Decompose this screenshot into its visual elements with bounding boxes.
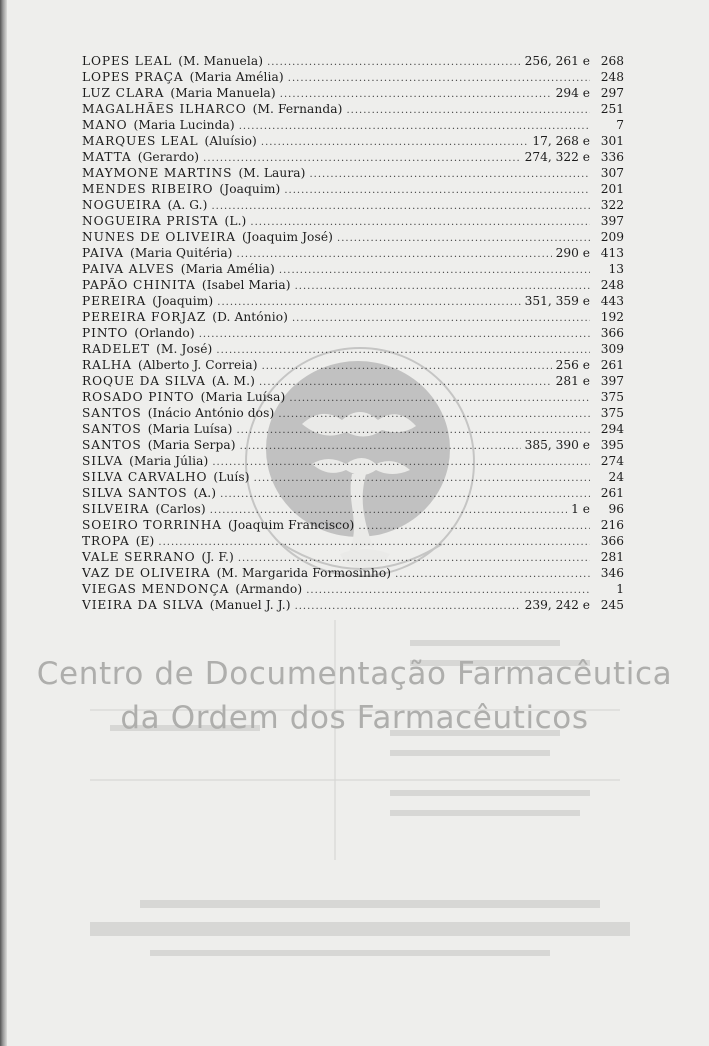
dot-leader bbox=[237, 247, 552, 263]
entry-given-name: (Maria Quitéria) bbox=[129, 246, 233, 260]
index-entry bbox=[82, 373, 624, 389]
entry-pages: 351, 359 e bbox=[524, 294, 590, 308]
entry-page-number: 336 bbox=[600, 150, 624, 164]
dot-leader bbox=[262, 359, 552, 375]
entry-given-name: (Isabel Maria) bbox=[201, 278, 291, 292]
entry-surname: SILVA bbox=[82, 454, 124, 468]
entry-page-number: 268 bbox=[600, 54, 624, 68]
entry-given-name: (Maria Luísa) bbox=[147, 422, 233, 436]
dot-leader bbox=[212, 199, 591, 215]
entry-given-name: (J. F.) bbox=[201, 550, 234, 564]
entry-pages: 294 e bbox=[555, 86, 590, 100]
entry-given-name: (L.) bbox=[224, 214, 247, 228]
entry-surname: SOEIRO TORRINHA bbox=[82, 518, 222, 532]
entry-given-name: (Maria Manuela) bbox=[170, 86, 276, 100]
entry-given-name: (Gerardo) bbox=[137, 150, 200, 164]
entry-surname: VALE SERRANO bbox=[82, 550, 196, 564]
dot-leader bbox=[337, 231, 590, 247]
index-entry bbox=[82, 533, 624, 549]
entry-page-number: 192 bbox=[600, 310, 624, 324]
entry-page-number: 248 bbox=[600, 70, 624, 84]
entry-given-name: (D. António) bbox=[212, 310, 288, 324]
entry-page-number: 395 bbox=[600, 438, 624, 452]
index-entry bbox=[82, 357, 624, 373]
entry-surname: MAGALHÃES ILHARCO bbox=[82, 102, 247, 116]
entry-surname: PAIVA bbox=[82, 246, 124, 260]
entry-surname: MAYMONE MARTINS bbox=[82, 166, 233, 180]
entry-given-name: (Inácio António dos) bbox=[147, 406, 275, 420]
entry-surname: NOGUEIRA bbox=[82, 198, 162, 212]
entry-page-number: 366 bbox=[600, 326, 624, 340]
dot-leader bbox=[259, 375, 552, 391]
dot-leader bbox=[288, 71, 590, 87]
dot-leader bbox=[220, 487, 590, 503]
watermark-title-line-2: da Ordem dos Farmacêuticos bbox=[120, 700, 589, 736]
index-entry bbox=[82, 53, 624, 69]
index-entry bbox=[82, 517, 624, 533]
entry-given-name: (Maria Amélia) bbox=[189, 70, 284, 84]
entry-given-name: (Manuel J. J.) bbox=[209, 598, 291, 612]
index-entry bbox=[82, 181, 624, 197]
entry-given-name: (Aluísio) bbox=[204, 134, 257, 148]
entry-surname: PAIVA ALVES bbox=[82, 262, 175, 276]
entry-surname: PEREIRA FORJAZ bbox=[82, 310, 207, 324]
entry-page-number: 301 bbox=[600, 134, 624, 148]
entry-surname: NOGUEIRA PRISTA bbox=[82, 214, 219, 228]
entry-given-name: (Maria Serpa) bbox=[147, 438, 236, 452]
index-entry bbox=[82, 277, 624, 293]
entry-surname: VIEIRA DA SILVA bbox=[82, 598, 204, 612]
index-entry bbox=[82, 165, 624, 181]
entry-given-name: (M. Margarida Formosinho) bbox=[216, 566, 392, 580]
entry-surname: SILVA CARVALHO bbox=[82, 470, 208, 484]
entry-page-number: 209 bbox=[600, 230, 624, 244]
entry-given-name: (Joaquim José) bbox=[241, 230, 334, 244]
entry-page-number: 216 bbox=[600, 518, 624, 532]
entry-pages: 281 e bbox=[555, 374, 590, 388]
index-entry bbox=[82, 549, 624, 565]
entry-page-number: 201 bbox=[600, 182, 624, 196]
entry-pages: 290 e bbox=[555, 246, 590, 260]
dot-leader bbox=[309, 167, 590, 183]
entry-page-number: 1 bbox=[616, 582, 624, 596]
index-entry bbox=[82, 229, 624, 245]
entry-surname: MANO bbox=[82, 118, 128, 132]
entry-given-name: (M. Manuela) bbox=[178, 54, 264, 68]
entry-surname: SANTOS bbox=[82, 438, 142, 452]
index-entry bbox=[82, 389, 624, 405]
index-entry bbox=[82, 101, 624, 117]
entry-given-name: (Alberto J. Correia) bbox=[138, 358, 258, 372]
entry-given-name: (M. José) bbox=[156, 342, 213, 356]
entry-given-name: (Luís) bbox=[213, 470, 250, 484]
index-entry bbox=[82, 69, 624, 85]
entry-given-name: (M. Fernanda) bbox=[252, 102, 343, 116]
entry-surname: SILVEIRA bbox=[82, 502, 150, 516]
watermark-title-line-1: Centro de Documentação Farmacêutica bbox=[36, 656, 673, 692]
entry-surname: PINTO bbox=[82, 326, 129, 340]
entry-given-name: (Joaquim Francisco) bbox=[227, 518, 355, 532]
entry-surname: MENDES RIBEIRO bbox=[82, 182, 214, 196]
index-entry bbox=[82, 421, 624, 437]
author-index-list bbox=[82, 53, 624, 613]
dot-leader bbox=[279, 263, 590, 279]
index-entry bbox=[82, 117, 624, 133]
entry-given-name: (Joaquim) bbox=[152, 294, 214, 308]
dot-leader bbox=[240, 439, 521, 455]
index-entry bbox=[82, 309, 624, 325]
entry-given-name: (A. G.) bbox=[167, 198, 208, 212]
entry-page-number: 366 bbox=[600, 534, 624, 548]
entry-given-name: (Maria Júlia) bbox=[129, 454, 209, 468]
entry-page-number: 309 bbox=[600, 342, 624, 356]
entry-pages: 239, 242 e bbox=[524, 598, 590, 612]
entry-page-number: 294 bbox=[600, 422, 624, 436]
index-entry bbox=[82, 469, 624, 485]
index-entry bbox=[82, 293, 624, 309]
index-entry bbox=[82, 85, 624, 101]
entry-given-name: (Armando) bbox=[235, 582, 303, 596]
entry-surname: VIEGAS MENDONÇA bbox=[82, 582, 230, 596]
entry-page-number: 245 bbox=[600, 598, 624, 612]
entry-given-name: (M. Laura) bbox=[238, 166, 306, 180]
entry-surname: LOPES LEAL bbox=[82, 54, 173, 68]
entry-page-number: 375 bbox=[600, 406, 624, 420]
index-entry bbox=[82, 565, 624, 581]
entry-page-number: 24 bbox=[608, 470, 624, 484]
dot-leader bbox=[199, 327, 590, 343]
entry-page-number: 96 bbox=[608, 502, 624, 516]
entry-surname: RALHA bbox=[82, 358, 133, 372]
entry-page-number: 443 bbox=[600, 294, 624, 308]
index-entry bbox=[82, 501, 624, 517]
entry-page-number: 346 bbox=[600, 566, 624, 580]
entry-surname: SILVA SANTOS bbox=[82, 486, 188, 500]
dot-leader bbox=[289, 391, 590, 407]
entry-surname: LUZ CLARA bbox=[82, 86, 165, 100]
entry-page-number: 281 bbox=[600, 550, 624, 564]
entry-given-name: (A.) bbox=[193, 486, 217, 500]
index-entry bbox=[82, 245, 624, 261]
entry-pages: 274, 322 e bbox=[524, 150, 590, 164]
entry-page-number: 261 bbox=[600, 486, 624, 500]
index-entry bbox=[82, 581, 624, 597]
index-entry bbox=[82, 133, 624, 149]
entry-given-name: (Maria Amélia) bbox=[180, 262, 275, 276]
dot-leader bbox=[284, 183, 590, 199]
dot-leader bbox=[261, 135, 529, 151]
dot-leader bbox=[395, 567, 590, 583]
entry-page-number: 7 bbox=[616, 118, 624, 132]
dot-leader bbox=[216, 343, 590, 359]
entry-page-number: 248 bbox=[600, 278, 624, 292]
index-entry bbox=[82, 261, 624, 277]
entry-page-number: 397 bbox=[600, 214, 624, 228]
entry-surname: ROSADO PINTO bbox=[82, 390, 195, 404]
index-entry bbox=[82, 405, 624, 421]
dot-leader bbox=[347, 103, 591, 119]
entry-surname: SANTOS bbox=[82, 406, 142, 420]
entry-surname: ROQUE DA SILVA bbox=[82, 374, 206, 388]
entry-surname: NUNES DE OLIVEIRA bbox=[82, 230, 236, 244]
entry-surname: RADELET bbox=[82, 342, 151, 356]
entry-pages: 256 e bbox=[555, 358, 590, 372]
entry-given-name: (Carlos) bbox=[155, 502, 206, 516]
dot-leader bbox=[212, 455, 590, 471]
entry-surname: SANTOS bbox=[82, 422, 142, 436]
index-entry bbox=[82, 437, 624, 453]
index-entry bbox=[82, 213, 624, 229]
entry-pages: 1 e bbox=[571, 502, 590, 516]
dot-leader bbox=[292, 311, 590, 327]
entry-page-number: 397 bbox=[600, 374, 624, 388]
dot-leader bbox=[278, 407, 590, 423]
entry-page-number: 322 bbox=[600, 198, 624, 212]
entry-page-number: 251 bbox=[600, 102, 624, 116]
entry-surname: PEREIRA bbox=[82, 294, 147, 308]
dot-leader bbox=[254, 471, 590, 487]
entry-given-name: (Orlando) bbox=[134, 326, 195, 340]
entry-pages: 256, 261 e bbox=[524, 54, 590, 68]
entry-surname: MARQUES LEAL bbox=[82, 134, 199, 148]
entry-surname: LOPES PRAÇA bbox=[82, 70, 184, 84]
entry-surname: TROPA bbox=[82, 534, 130, 548]
entry-given-name: (A. M.) bbox=[211, 374, 255, 388]
entry-surname: PAPÃO CHINITA bbox=[82, 278, 196, 292]
entry-page-number: 413 bbox=[600, 246, 624, 260]
entry-page-number: 297 bbox=[600, 86, 624, 100]
index-entry bbox=[82, 341, 624, 357]
entry-page-number: 261 bbox=[600, 358, 624, 372]
index-entry bbox=[82, 149, 624, 165]
entry-given-name: (Maria Luísa) bbox=[200, 390, 286, 404]
index-entry bbox=[82, 197, 624, 213]
entry-pages: 385, 390 e bbox=[524, 438, 590, 452]
entry-given-name: (E) bbox=[135, 534, 155, 548]
index-entry bbox=[82, 453, 624, 469]
entry-page-number: 274 bbox=[600, 454, 624, 468]
dot-leader bbox=[358, 519, 590, 535]
index-entry bbox=[82, 325, 624, 341]
entry-page-number: 13 bbox=[608, 262, 624, 276]
entry-page-number: 307 bbox=[600, 166, 624, 180]
index-entry bbox=[82, 485, 624, 501]
index-entry bbox=[82, 597, 624, 613]
entry-pages: 17, 268 e bbox=[532, 134, 590, 148]
entry-given-name: (Maria Lucinda) bbox=[133, 118, 235, 132]
entry-surname: MATTA bbox=[82, 150, 132, 164]
dot-leader bbox=[295, 599, 521, 615]
dot-leader bbox=[267, 55, 521, 71]
entry-page-number: 375 bbox=[600, 390, 624, 404]
entry-surname: VAZ DE OLIVEIRA bbox=[82, 566, 211, 580]
entry-given-name: (Joaquim) bbox=[219, 182, 281, 196]
